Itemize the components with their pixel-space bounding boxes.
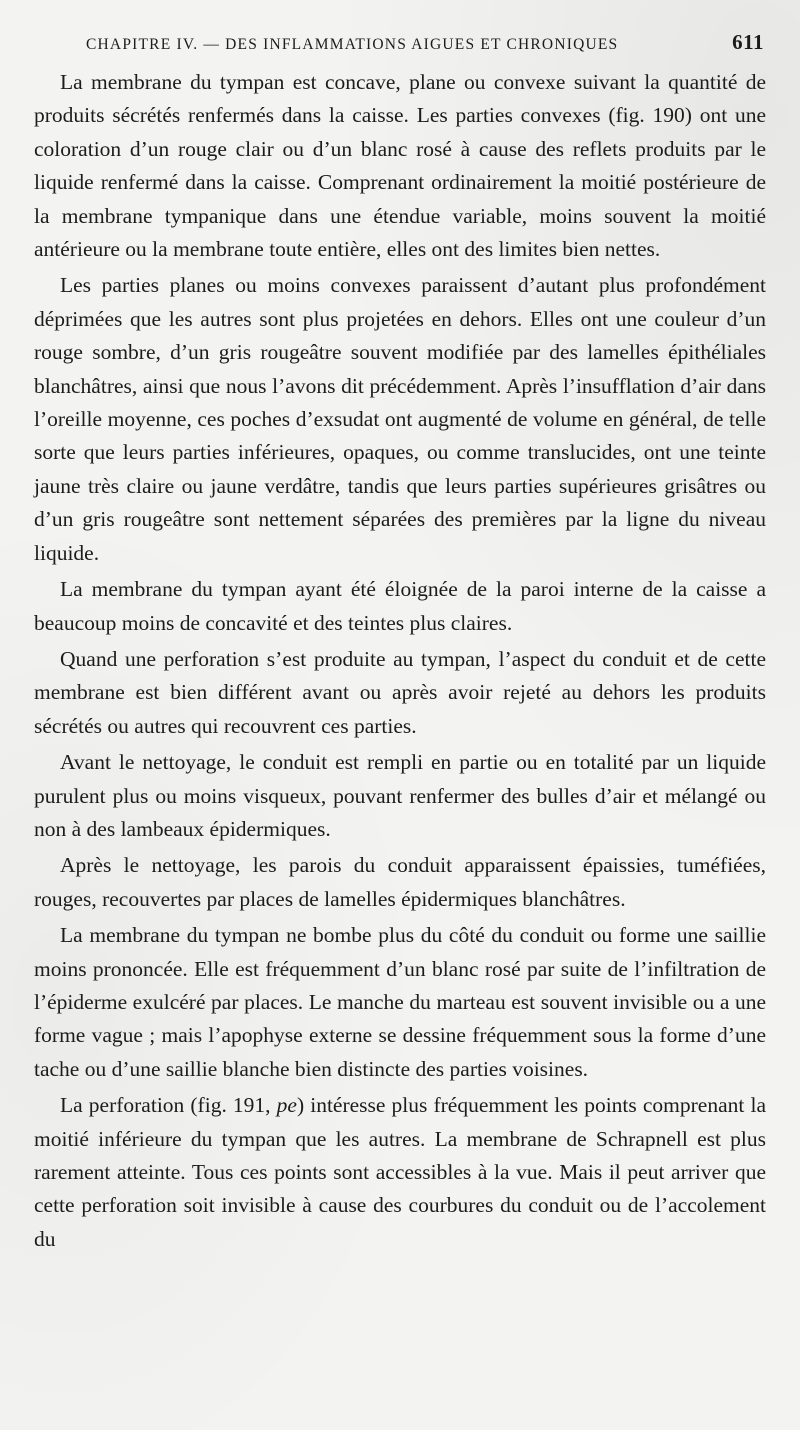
paragraph-last [34,1089,766,1256]
paragraph: La membrane du tympan ayant été éloignée de la paroi interne de la caisse a beaucoup moins de concavité et des teintes plus claires. [34,577,766,635]
running-head [34,30,766,62]
paragraph: La membrane du tympan est concave, plane ou convexe suivant la quantité de produits sécrétés renfermés dans la caisse. Les parties convexes (fig. 190) ont une coloration d’un rouge clair ou d’un blanc rosé à cause des reflets produits par le liquide renfermé dans la caisse. Comprenant ordinairement la moitié postérieure de la membrane tympanique dans une étendue variable, moins souvent la moitié antérieure ou la membrane toute entière, elles ont des limites bien nettes. [34,70,766,262]
paragraph-text-after-ref: ) intéresse plus fréquemment les points comprenant la moitié inférieure du tympan que les autres. La membrane de Schrapnell est plus rarement atteinte. Tous ces points sont accessibles à la vue. Mais il peut arriver que cette perforation soit invisible à cause des courbures du conduit ou de l’accolement du [34,1093,766,1251]
paragraph: Quand une perforation s’est produite au tympan, l’aspect du conduit et de cette membrane est bien différent avant ou après avoir rejeté au dehors les produits sécrétés ou autres qui recouvrent ces parties. [34,646,766,738]
paragraph: Les parties planes ou moins convexes paraissent d’autant plus profondément déprimées que les autres sont plus projetées en dehors. Elles ont une couleur d’un rouge sombre, d’un gris rougeâtre souvent modifiée par des lamelles épithéliales blanchâtres, ainsi que nous l’avons dit précédemment. Après l’insufflation d’air dans l’oreille moyenne, ces poches d’exsudat ont augmenté de volume en général, de telle sorte que leurs parties inférieures, opaques, ou comme translucides, ont une teinte jaune très claire ou jaune verdâtre, tandis que leurs parties supérieures grisâtres ou d’un gris rougeâtre sont nettement séparées des premières par la ligne du niveau liquide. [34,273,766,565]
paragraph: Après le nettoyage, les parois du conduit apparaissent épaissies, tuméfiées, rouges, recouvertes par places de lamelles épidermiques blanchâtres. [34,853,766,911]
page-number: 611 [732,30,764,54]
paragraph-text-before-ref: La perforation (fig. 191, [60,1093,277,1118]
running-title: CHAPITRE IV. — DES INFLAMMATIONS AIGUES ET CHRONIQUES [86,36,619,53]
paragraph: Avant le nettoyage, le conduit est rempli en partie ou en totalité par un liquide purulent plus ou moins visqueux, pouvant renfermer des bulles d’air et mélangé ou non à des lambeaux épidermiques. [34,750,766,841]
figure-ref-label: pe [276,1093,297,1118]
body-text [34,66,766,1256]
paragraph: La membrane du tympan ne bombe plus du côté du conduit ou forme une saillie moins prononcée. Elle est fréquemment d’un blanc rosé par suite de l’infiltration de l’épiderme exulcéré par places. Le manche du marteau est souvent invisible ou a une forme vague ; mais l’apophyse externe se dessine fréquemment sous la forme d’une tache ou d’une saillie blanche bien distincte des parties voisines. [34,923,766,1081]
